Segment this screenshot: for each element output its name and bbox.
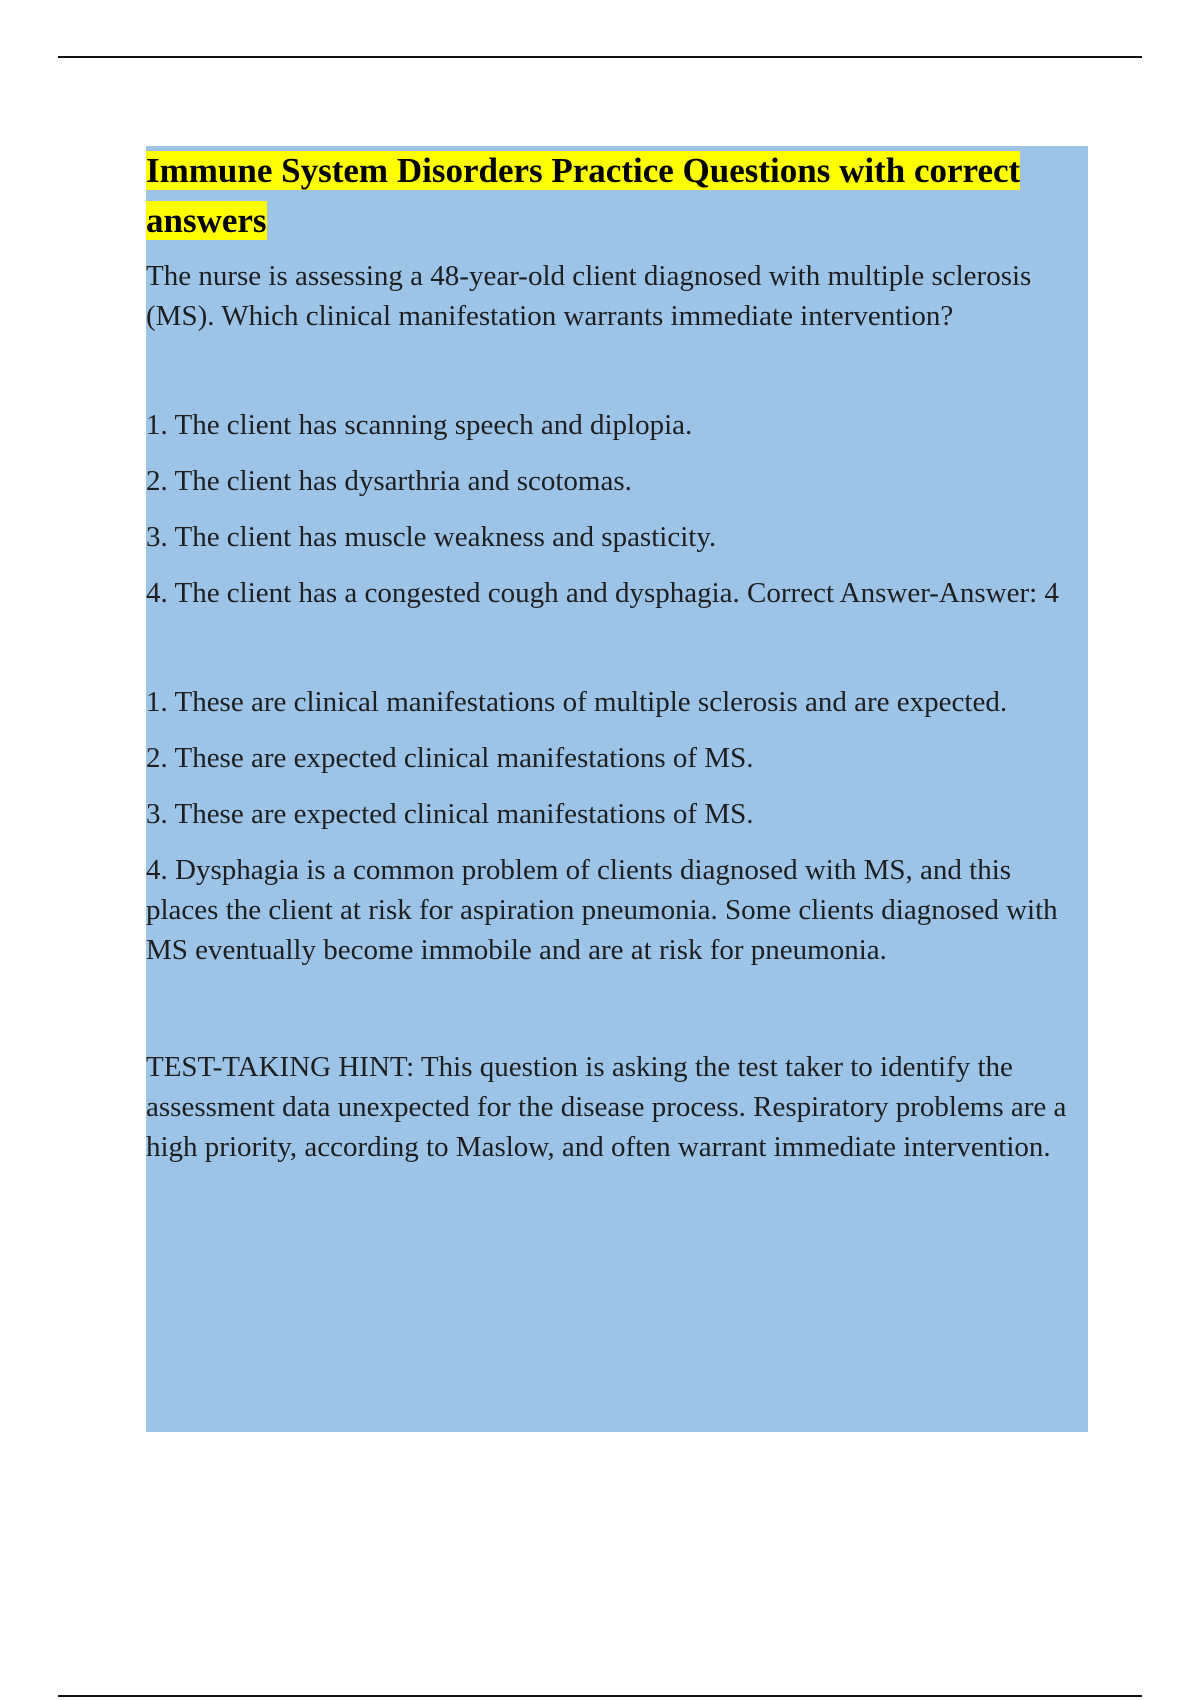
question-block — [146, 146, 1088, 1432]
rationale-4: 4. Dysphagia is a common problem of clients diagnosed with MS, and this places the client at risk for aspiration pneumonia. Some clients diagnosed with MS eventually become immobile and are at risk for pneumonia. — [146, 854, 1058, 966]
answer-option-1: 1. The client has scanning speech and diplopia. — [146, 409, 693, 441]
page-footer-rule — [58, 1695, 1142, 1697]
document-title — [146, 146, 1088, 246]
question-text: The nurse is assessing a 48-year-old client diagnosed with multiple sclerosis (MS). Which clinical manifestation warrants immediate intervention? — [146, 260, 1032, 332]
answer-option-2: 2. The client has dysarthria and scotomas. — [146, 465, 632, 497]
rationale-3: 3. These are expected clinical manifestations of MS. — [146, 798, 754, 830]
rationale-1: 1. These are clinical manifestations of multiple sclerosis and are expected. — [146, 686, 1008, 718]
answer-option-3: 3. The client has muscle weakness and spasticity. — [146, 521, 717, 553]
test-taking-hint: TEST-TAKING HINT: This question is asking the test taker to identify the assessment data unexpected for the disease process. Respiratory problems are a high priority, according to Maslow, and often warrant immediate intervention. — [146, 1051, 1067, 1163]
page-header-rule — [58, 56, 1142, 58]
title-highlight: Immune System Disorders Practice Questions with correct answers — [146, 151, 1021, 240]
rationale-2: 2. These are expected clinical manifestations of MS. — [146, 742, 754, 774]
answer-option-4: 4. The client has a congested cough and dysphagia. Correct Answer-Answer: 4 — [146, 577, 1059, 609]
